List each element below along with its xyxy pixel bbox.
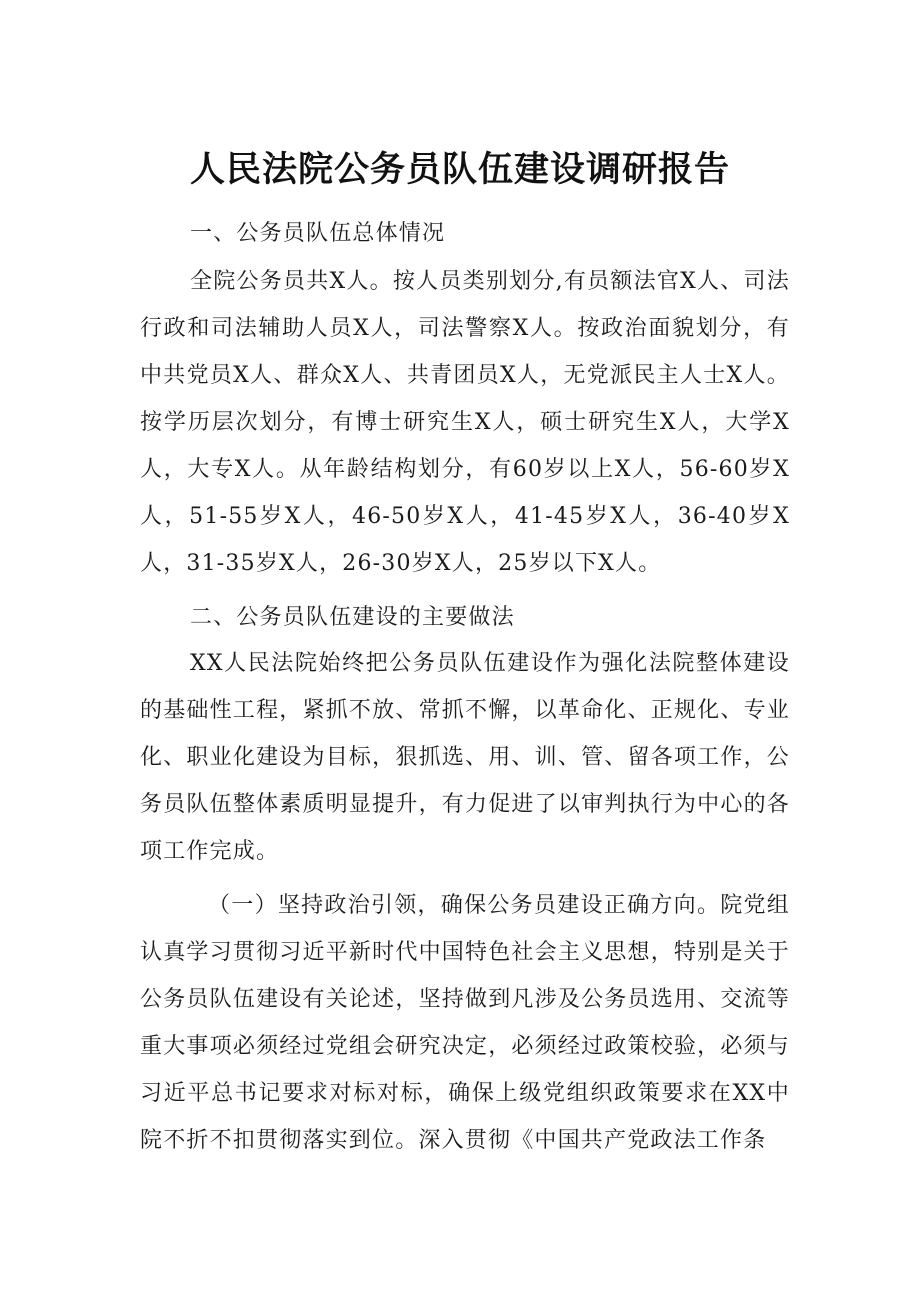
document-title: 人民法院公务员队伍建设调研报告 [189, 150, 730, 190]
paragraph-political-guidance: （一）坚持政治引领，确保公务员建设正确方向。院党组认真学习贯彻习近平新时代中国特色社会主义思想，特别是关于公务员队伍建设有关论述，坚持做到凡涉及公务员选用、交流等重大事项必须经过党组会研究决定，必须经过政策校验，必须与习近平总书记要求对标对标，确保上级党组织政策要求在XX中院不折不扣贯彻落实到位。深入贯彻《中国共产党政法工作条 [140, 893, 790, 1153]
paragraph-court-practices: XX人民法院始终把公务员队伍建设作为强化法院整体建设的基础性工程，紧抓不放、常抓不懈，以革命化、正规化、专业化、职业化建设为目标，狠抓选、用、训、管、留各项工作，公务员队伍整体素质明显提升，有力促进了以审判执行为中心的各项工作完成。 [140, 651, 790, 864]
section-heading-main-practices: 二、公务员队伍建设的主要做法 [190, 605, 515, 630]
section-heading-overview: 一、公务员队伍总体情况 [190, 221, 446, 246]
paragraph-staff-statistics: 全院公务员共X人。按人员类别划分,有员额法官X人、司法行政和司法辅助人员X人，司法警察X人。按政治面貌划分，有中共党员X人、群众X人、共青团员X人，无党派民主人士X人。按学历层次划分，有博士研究生X人，硕士研究生X人，大学X人，大专X人。从年龄结构划分，有60岁以上X人，56-60岁X人，51-55岁X人，46-50岁X人，41-45岁X人，36-40岁X人，31-35岁X人，26-30岁X人，25岁以下X人。 [140, 269, 790, 576]
